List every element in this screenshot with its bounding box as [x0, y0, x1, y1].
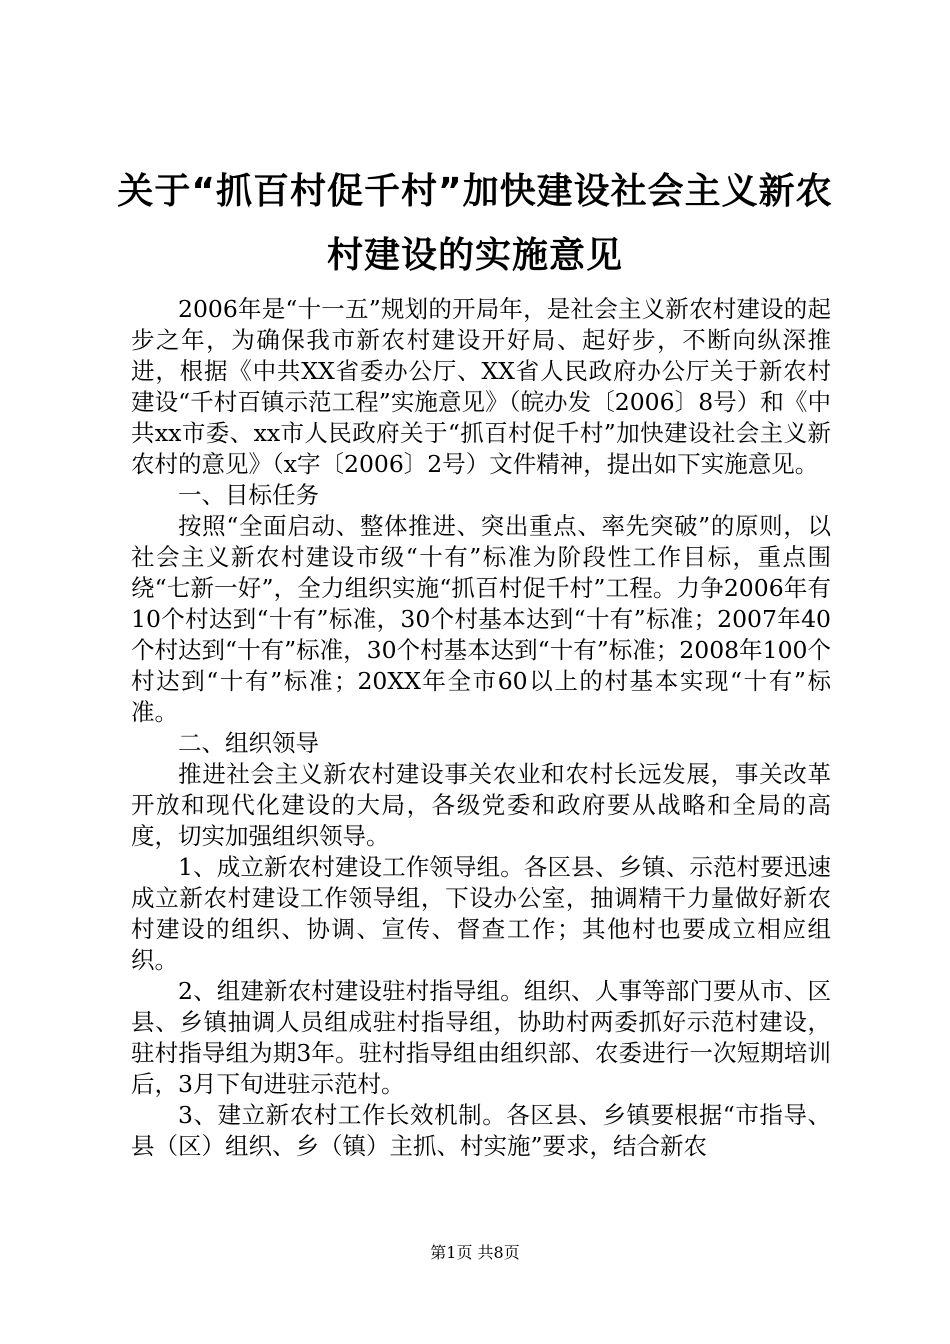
- document-title: [100, 160, 850, 288]
- list-item-1: 1、成立新农村建设工作领导组。各区县、乡镇、示范村要迅速成立新农村建设工作领导组，下设办公室，抽调精干力量做好新农村建设的组织、协调、宣传、督查工作；其他村也要成立相应组织。: [131, 853, 831, 974]
- leadership-paragraph: 推进社会主义新农村建设事关农业和农村长远发展，事关改革开放和现代化建设的大局，各级党委和政府要从战略和全局的高度，切实加强组织领导。: [131, 760, 831, 850]
- list-item-3: 3、建立新农村工作长效机制。各区县、乡镇要根据“市指导、县（区）组织、乡（镇）主抓、村实施”要求，结合新农: [131, 1101, 831, 1160]
- intro-paragraph: 2006年是“十一五”规划的开局年，是社会主义新农村建设的起步之年，为确保我市新农村建设开好局、起好步，不断向纵深推进，根据《中共XX省委办公厅、XX省人民政府办公厅关于新农村建设“千村百镇示范工程”实施意见》（皖办发〔2006〕8号）和《中共xx市委、xx市人民政府关于“抓百村促千村”加快建设社会主义新农村的意见》（x字〔2006〕2号）文件精神，提出如下实施意见。: [131, 295, 831, 478]
- section-heading-goals: 一、目标任务: [178, 481, 319, 509]
- goals-paragraph: 按照“全面启动、整体推进、突出重点、率先突破”的原则，以社会主义新农村建设市级“十有”标准为阶段性工作目标，重点围绕“七新一好”，全力组织实施“抓百村促千村”工程。力争2006年有10个村达到“十有”标准，30个村基本达到“十有”标准；2007年40个村达到“十有”标准，30个村基本达到“十有”标准；2008年100个村达到“十有”标准；20XX年全市60以上的村基本实现“十有”标准。: [131, 512, 831, 726]
- title-line-2: 村建设的实施意见: [326, 235, 623, 276]
- page-number-footer: 第1页 共8页: [430, 1243, 520, 1262]
- title-line-1: 关于“抓百村促千村”加快建设社会主义新农: [117, 171, 833, 212]
- list-item-2: 2、组建新农村建设驻村指导组。组织、人事等部门要从市、区县、乡镇抽调人员组成驻村指导组，协助村两委抓好示范村建设，驻村指导组为期3年。驻村指导组由组织部、农委进行一次短期培训后，3月下旬进驻示范村。: [131, 977, 831, 1098]
- document-body: [131, 294, 831, 1162]
- section-heading-leadership: 二、组织领导: [178, 729, 319, 757]
